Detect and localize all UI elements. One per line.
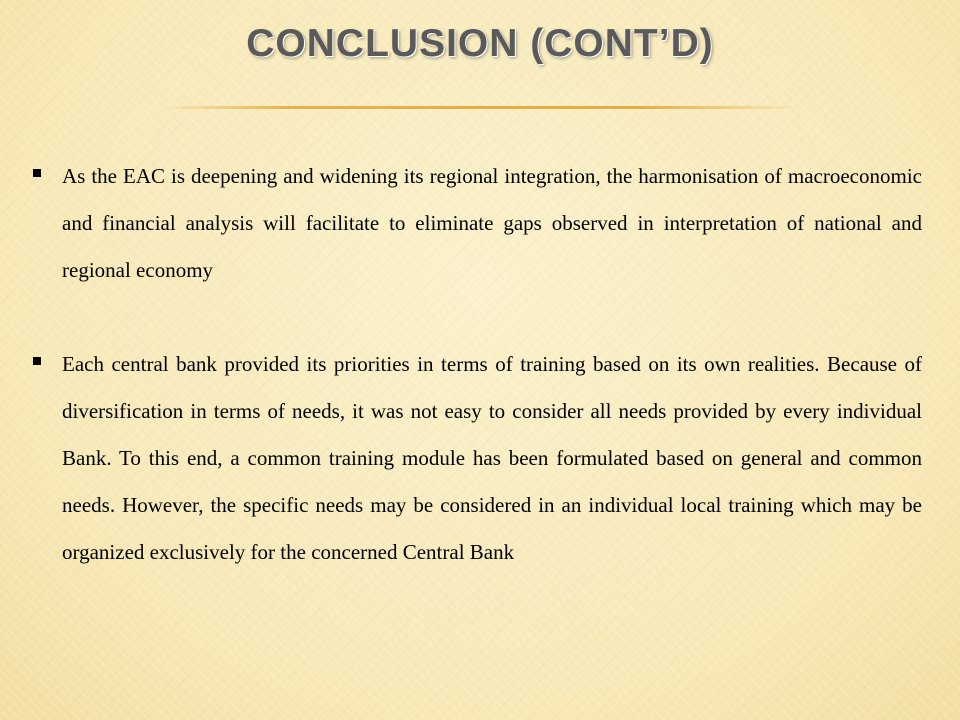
slide-title: CONCLUSION (CONT’D) [246,22,714,65]
bullet-list [26,153,922,576]
square-bullet-icon [33,357,41,365]
title-divider [160,106,800,109]
square-bullet-icon [33,169,41,177]
bullet-item [26,153,922,294]
bullet-item [26,341,922,576]
bullet-text: As the EAC is deepening and widening its regional integration, the harmonisation of macroeconomic and financial analysis will facilitate to eliminate gaps observed in interpretation of national and regional economy [62,164,922,282]
bullet-text: Each central bank provided its priorities in terms of training based on its own realities. Because of diversification in terms of needs, it was not easy to consider all needs provided by every individual Bank. To this end, a common training module has been formulated based on general and common needs. However, the specific needs may be considered in an individual local training which may be organized exclusively for the concerned Central Bank [62,352,922,564]
